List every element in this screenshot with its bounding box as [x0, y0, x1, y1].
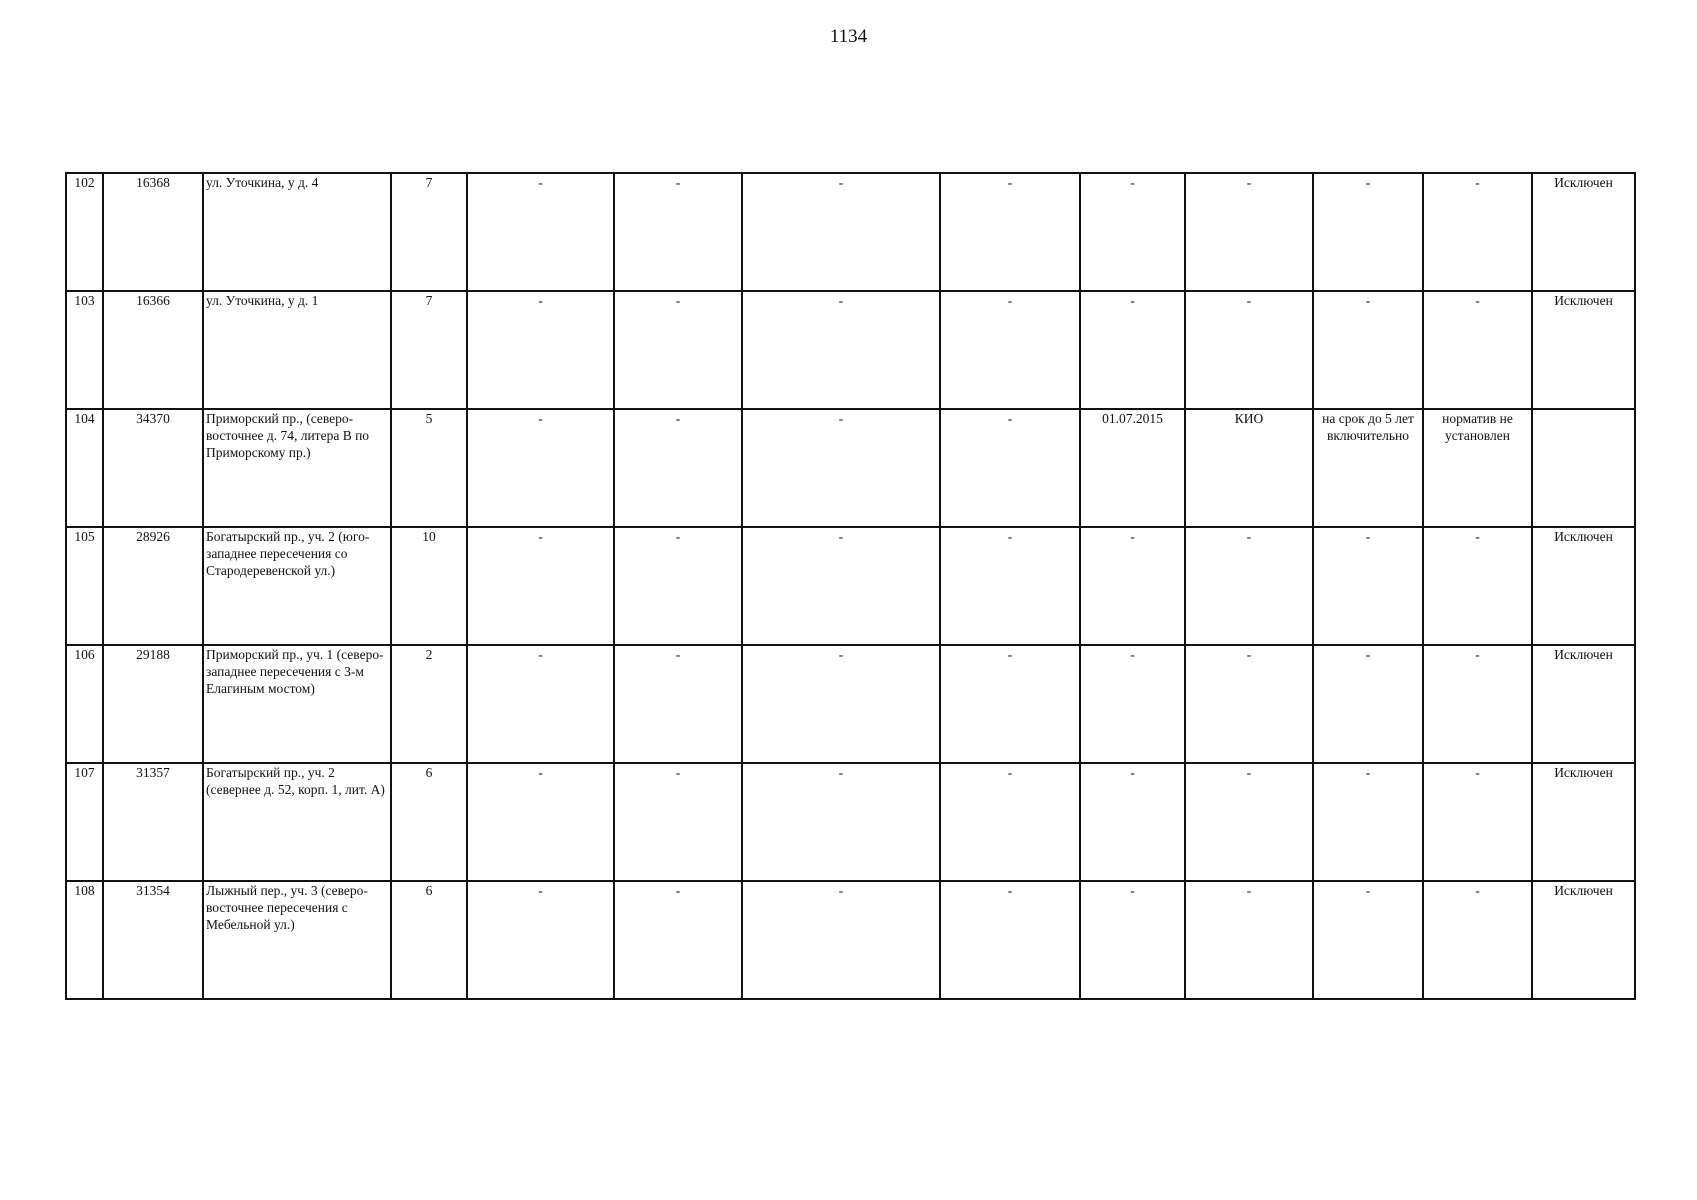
column-7-cell: -: [742, 881, 940, 999]
authority-cell: КИО: [1185, 409, 1313, 527]
term-cell: -: [1313, 527, 1423, 645]
note-cell: Исключен: [1532, 291, 1635, 409]
column-5-cell: -: [467, 763, 614, 881]
column-6-cell: -: [614, 291, 742, 409]
row-number-cell: 104: [66, 409, 103, 527]
count-cell: 6: [391, 763, 467, 881]
code-cell: 28926: [103, 527, 203, 645]
date-cell: -: [1080, 645, 1185, 763]
address-cell: Богатырский пр., уч. 2 (юго-западнее пересечения со Стародеревенской ул.): [203, 527, 391, 645]
address-cell: Приморский пр., уч. 1 (северо-западнее пересечения с 3-м Елагиным мостом): [203, 645, 391, 763]
row-number-cell: 103: [66, 291, 103, 409]
note-cell: [1532, 409, 1635, 527]
standard-cell: -: [1423, 527, 1532, 645]
column-8-cell: -: [940, 645, 1080, 763]
count-cell: 7: [391, 291, 467, 409]
table-row: [66, 527, 1635, 645]
date-cell: -: [1080, 527, 1185, 645]
column-5-cell: -: [467, 173, 614, 291]
date-cell: -: [1080, 763, 1185, 881]
table-row: [66, 173, 1635, 291]
column-8-cell: -: [940, 763, 1080, 881]
column-5-cell: -: [467, 645, 614, 763]
standard-cell: -: [1423, 291, 1532, 409]
term-cell: -: [1313, 173, 1423, 291]
date-cell: -: [1080, 173, 1185, 291]
authority-cell: -: [1185, 763, 1313, 881]
standard-cell: -: [1423, 645, 1532, 763]
date-cell: -: [1080, 881, 1185, 999]
note-cell: Исключен: [1532, 645, 1635, 763]
address-cell: Лыжный пер., уч. 3 (северо-восточнее пересечения с Мебельной ул.): [203, 881, 391, 999]
column-8-cell: -: [940, 409, 1080, 527]
note-cell: Исключен: [1532, 763, 1635, 881]
term-cell: на срок до 5 лет включительно: [1313, 409, 1423, 527]
column-7-cell: -: [742, 527, 940, 645]
code-cell: 31354: [103, 881, 203, 999]
column-6-cell: -: [614, 409, 742, 527]
count-cell: 6: [391, 881, 467, 999]
code-cell: 34370: [103, 409, 203, 527]
code-cell: 29188: [103, 645, 203, 763]
note-cell: Исключен: [1532, 527, 1635, 645]
note-cell: Исключен: [1532, 173, 1635, 291]
address-cell: Приморский пр., (северо-восточнее д. 74, литера В по Приморскому пр.): [203, 409, 391, 527]
count-cell: 7: [391, 173, 467, 291]
column-5-cell: -: [467, 291, 614, 409]
column-7-cell: -: [742, 409, 940, 527]
row-number-cell: 106: [66, 645, 103, 763]
row-number-cell: 108: [66, 881, 103, 999]
row-number-cell: 102: [66, 173, 103, 291]
column-6-cell: -: [614, 173, 742, 291]
standard-cell: -: [1423, 881, 1532, 999]
column-7-cell: -: [742, 763, 940, 881]
term-cell: -: [1313, 291, 1423, 409]
page-number: 1134: [829, 26, 868, 47]
table-row: [66, 291, 1635, 409]
address-cell: Богатырский пр., уч. 2 (севернее д. 52, корп. 1, лит. А): [203, 763, 391, 881]
column-6-cell: -: [614, 881, 742, 999]
authority-cell: -: [1185, 527, 1313, 645]
count-cell: 5: [391, 409, 467, 527]
column-6-cell: -: [614, 527, 742, 645]
count-cell: 10: [391, 527, 467, 645]
table-row: [66, 763, 1635, 881]
code-cell: 31357: [103, 763, 203, 881]
row-number-cell: 107: [66, 763, 103, 881]
column-8-cell: -: [940, 527, 1080, 645]
date-cell: 01.07.2015: [1080, 409, 1185, 527]
column-6-cell: -: [614, 645, 742, 763]
code-cell: 16366: [103, 291, 203, 409]
term-cell: -: [1313, 881, 1423, 999]
address-cell: ул. Уточкина, у д. 4: [203, 173, 391, 291]
date-cell: -: [1080, 291, 1185, 409]
table-row: [66, 881, 1635, 999]
note-cell: Исключен: [1532, 881, 1635, 999]
count-cell: 2: [391, 645, 467, 763]
registry-table: [65, 172, 1636, 1000]
column-8-cell: -: [940, 881, 1080, 999]
code-cell: 16368: [103, 173, 203, 291]
standard-cell: -: [1423, 173, 1532, 291]
table-row: [66, 409, 1635, 527]
column-7-cell: -: [742, 173, 940, 291]
column-5-cell: -: [467, 527, 614, 645]
address-cell: ул. Уточкина, у д. 1: [203, 291, 391, 409]
table-row: [66, 645, 1635, 763]
row-number-cell: 105: [66, 527, 103, 645]
authority-cell: -: [1185, 173, 1313, 291]
authority-cell: -: [1185, 881, 1313, 999]
column-8-cell: -: [940, 173, 1080, 291]
column-7-cell: -: [742, 291, 940, 409]
authority-cell: -: [1185, 645, 1313, 763]
column-8-cell: -: [940, 291, 1080, 409]
column-7-cell: -: [742, 645, 940, 763]
term-cell: -: [1313, 645, 1423, 763]
term-cell: -: [1313, 763, 1423, 881]
column-6-cell: -: [614, 763, 742, 881]
standard-cell: норматив не установлен: [1423, 409, 1532, 527]
authority-cell: -: [1185, 291, 1313, 409]
standard-cell: -: [1423, 763, 1532, 881]
column-5-cell: -: [467, 409, 614, 527]
column-5-cell: -: [467, 881, 614, 999]
